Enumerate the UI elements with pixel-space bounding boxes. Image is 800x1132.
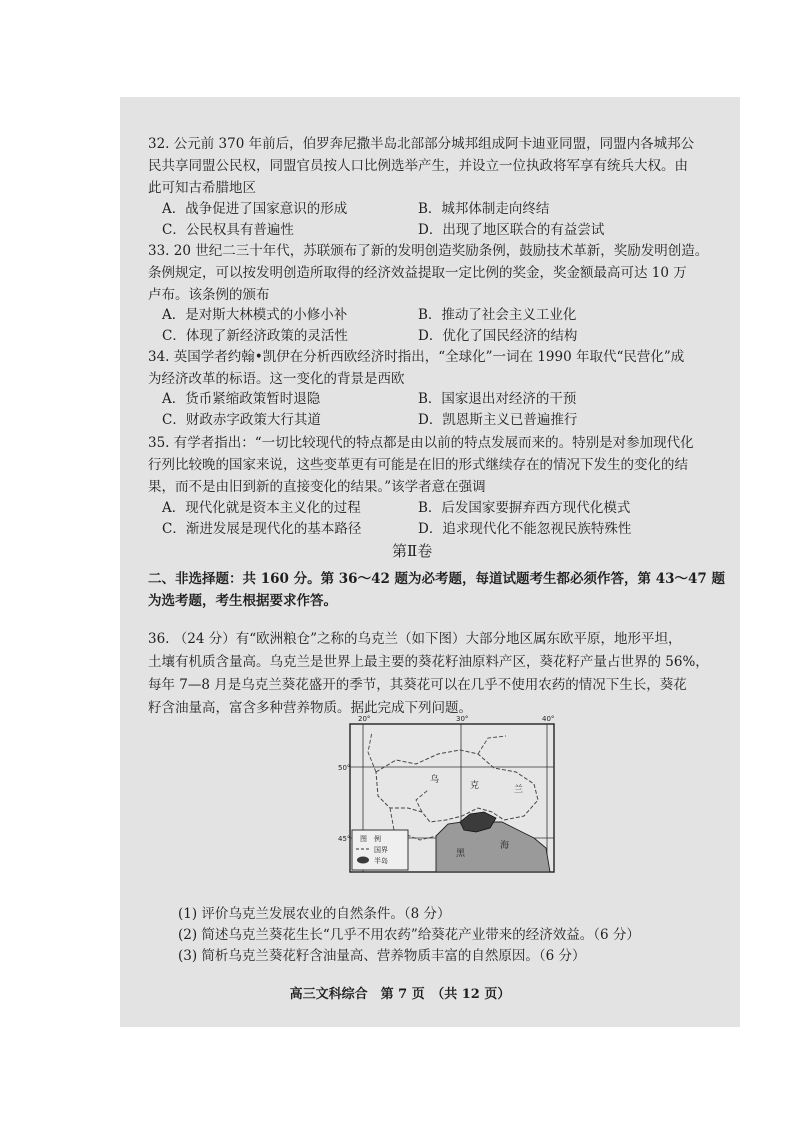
q35-option-c: C．渐进发展是现代化的基本路径 [162,521,362,537]
map-label-lan: 兰 [514,785,524,795]
q33-option-b: B．推动了社会主义工业化 [418,307,577,323]
q33-stem-line-1: 33. 20 世纪二三十年代，苏联颁布了新的发明创造奖励条例，鼓励技术革新，奖励发明创造。 [148,243,709,259]
q33-option-c: C．体现了新经济政策的灵活性 [162,328,348,344]
q32-option-c: C．公民权具有普遍性 [162,222,294,238]
map-label-hai: 海 [500,841,510,851]
lat-label-50: 50° [338,764,351,772]
section-intro-line-2: 为选考题，考生根据要求作答。 [148,593,337,609]
section-title: 第Ⅱ卷 [392,542,433,560]
q33-stem-line-3: 卢布。该条例的颁布 [148,287,270,303]
q33-stem-line-2: 条例规定，可以按发明创造所取得的经济效益提取一定比例的奖金，奖金额最高可达 10 万 [148,265,687,281]
q32-stem-line-3: 此可知古希腊地区 [148,180,256,196]
q35-option-d: D．追求现代化不能忽视民族特殊性 [418,521,632,537]
q34-option-b: B．国家退出对经济的干预 [418,391,577,407]
q33-option-a: A．是对斯大林模式的小修小补 [162,307,348,323]
page-footer: 高三文科综合 第 7 页 （共 12 页） [289,987,511,1002]
q35-option-a: A．现代化就是资本主义化的过程 [162,500,361,516]
lon-label-30: 30° [456,715,469,723]
q36-stem-line-3: 每年 7—8 月是乌克兰葵花盛开的季节，其葵花可以在几乎不使用农药的情况下生长，葵花 [148,677,687,693]
legend-item-peninsula: 半岛 [374,857,388,865]
q36-stem-line-4: 籽含油量高，富含多种营养物质。据此完成下列问题。 [148,700,472,716]
q36-stem-line-2: 土壤有机质含量高。乌克兰是世界上最主要的葵花籽油原料产区，葵花籽产量占世界的 56%， [148,654,709,670]
q32-option-a: A．战争促进了国家意识的形成 [162,201,348,217]
q35-stem-line-3: 果，而不是由旧到新的直接变化的结果。”该学者意在强调 [148,479,486,495]
q35-stem-line-2: 行列比较晚的国家来说，这些变革更有可能是在旧的形式继续存在的情况下发生的变化的结 [148,457,688,473]
section-intro-line-1: 二、非选择题：共 160 分。第 36～42 题为必考题，每道试题考生都必须作答，第 43～47 题 [148,571,726,587]
q33-option-d: D．优化了国民经济的结构 [418,328,578,344]
legend-title: 图 例 [360,835,381,843]
q34-option-c: C．财政赤字政策大行其道 [162,412,321,428]
map-label-hei: 黑 [456,849,466,859]
q34-stem-line-2: 为经济改革的标语。这一变化的背景是西欧 [148,371,405,387]
q32-option-b: B．城邦体制走向终结 [418,201,550,217]
legend-peninsula-symbol [357,857,369,864]
map-label-ke: 克 [470,781,480,791]
q34-option-a: A．货币紧缩政策暂时退隐 [162,391,321,407]
ukraine-map [338,712,560,876]
legend-item-border: 国界 [374,846,388,854]
lat-label-45: 45° [338,835,351,843]
q36-sub-question-1: (1) 评价乌克兰发展农业的自然条件。（8 分） [178,906,451,922]
q32-option-d: D．出现了地区联合的有益尝试 [418,222,605,238]
lon-label-20: 20° [358,715,371,723]
q36-stem-line-1: 36. （24 分）有“欧洲粮仓”之称的乌克兰（如下图）大部分地区属东欧平原，地形平坦， [148,631,682,647]
q34-option-d: D．凯恩斯主义已普遍推行 [418,412,578,428]
q34-stem-line-1: 34. 英国学者约翰•凯伊在分析西欧经济时指出，“全球化”一词在 1990 年取代“民营化”成 [148,349,685,365]
q36-sub-question-3: (3) 简析乌克兰葵花籽含油量高、营养物质丰富的自然原因。（6 分） [178,948,586,964]
q36-sub-question-2: (2) 简述乌克兰葵花生长“几乎不用农药”给葵花产业带来的经济效益。（6 分） [178,927,640,943]
lon-label-40: 40° [542,715,555,723]
q32-stem-line-2: 民共享同盟公民权，同盟官员按人口比例选举产生，并设立一位执政将军享有统兵大权。由 [148,158,688,174]
q35-stem-line-1: 35. 有学者指出：“一切比较现代的特点都是由以前的特点发展而来的。特别是对参加现代化 [148,435,694,451]
q32-stem-line-1: 32. 公元前 370 年前后，伯罗奔尼撒半岛北部部分城邦组成阿卡迪亚同盟，同盟内各城邦公 [148,136,695,152]
q35-option-b: B．后发国家要摒弃西方现代化模式 [418,500,631,516]
map-label-wu: 乌 [430,775,440,785]
